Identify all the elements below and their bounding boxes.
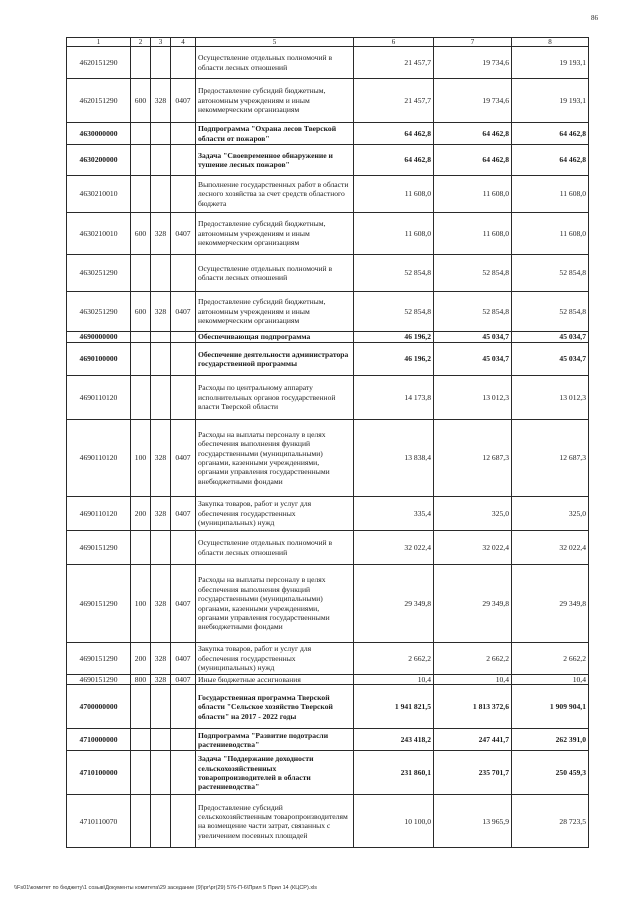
admin-cell: [151, 332, 171, 343]
kvr-cell: [131, 531, 151, 565]
admin-cell: [151, 255, 171, 292]
amount-2019-cell: 10,4: [512, 675, 589, 685]
section-cell: [171, 751, 196, 795]
amount-2019-cell: 262 391,0: [512, 729, 589, 751]
section-cell: 0407: [171, 675, 196, 685]
amount-2018-cell: 247 441,7: [434, 729, 512, 751]
table-row: [67, 145, 589, 176]
table-row: [67, 255, 589, 292]
amount-2017-cell: 10,4: [354, 675, 434, 685]
amount-2018-cell: 13 965,9: [434, 795, 512, 848]
amount-2018-cell: 32 022,4: [434, 531, 512, 565]
code-cell: 4690151290: [67, 643, 131, 675]
table-row: [67, 343, 589, 376]
code-cell: 4710000000: [67, 729, 131, 751]
description-cell: Задача "Своевременное обнаружение и тушение лесных пожаров": [196, 145, 354, 176]
code-cell: 4630251290: [67, 292, 131, 332]
table-row: [67, 47, 589, 79]
kvr-cell: 200: [131, 643, 151, 675]
description-cell: Предоставление субсидий бюджетным, автономным учреждениям и иным некоммерческим организациям: [196, 292, 354, 332]
kvr-cell: 600: [131, 79, 151, 123]
amount-2018-cell: 29 349,8: [434, 565, 512, 643]
header-cell: 2: [131, 38, 151, 47]
description-cell: Подпрограмма "Охрана лесов Тверской области от пожаров": [196, 123, 354, 145]
amount-2018-cell: 11 608,0: [434, 176, 512, 213]
table-row: [67, 643, 589, 675]
header-cell: 8: [512, 38, 589, 47]
admin-cell: 328: [151, 497, 171, 531]
description-cell: Расходы на выплаты персоналу в целях обеспечения выполнения функций государственными (муниципальными) органами, казенными учреждениями, органами управления государственными внебюджетными фондами: [196, 565, 354, 643]
code-cell: 4690151290: [67, 531, 131, 565]
description-cell: Предоставление субсидий сельскохозяйственным товаропроизводителям на возмещение части затрат, связанных с увеличением посевных площадей: [196, 795, 354, 848]
section-cell: [171, 123, 196, 145]
amount-2018-cell: 64 462,8: [434, 123, 512, 145]
amount-2019-cell: 45 034,7: [512, 343, 589, 376]
amount-2019-cell: 32 022,4: [512, 531, 589, 565]
admin-cell: 328: [151, 79, 171, 123]
kvr-cell: [131, 729, 151, 751]
section-cell: [171, 47, 196, 79]
amount-2017-cell: 11 608,0: [354, 176, 434, 213]
amount-2017-cell: 10 100,0: [354, 795, 434, 848]
header-cell: 4: [171, 38, 196, 47]
description-cell: Подпрограмма "Развитие подотрасли растениеводства": [196, 729, 354, 751]
kvr-cell: [131, 145, 151, 176]
amount-2017-cell: 46 196,2: [354, 343, 434, 376]
section-cell: [171, 729, 196, 751]
amount-2018-cell: 11 608,0: [434, 213, 512, 255]
code-cell: 4690110120: [67, 376, 131, 420]
code-cell: 4710100000: [67, 751, 131, 795]
code-cell: 4630251290: [67, 255, 131, 292]
kvr-cell: [131, 795, 151, 848]
admin-cell: [151, 795, 171, 848]
amount-2017-cell: 64 462,8: [354, 145, 434, 176]
code-cell: 4710110070: [67, 795, 131, 848]
amount-2018-cell: 45 034,7: [434, 332, 512, 343]
table-body: [67, 47, 589, 848]
section-cell: 0407: [171, 292, 196, 332]
kvr-cell: [131, 47, 151, 79]
amount-2018-cell: 45 034,7: [434, 343, 512, 376]
admin-cell: [151, 729, 171, 751]
code-cell: 4630200000: [67, 145, 131, 176]
amount-2019-cell: 29 349,8: [512, 565, 589, 643]
amount-2018-cell: 12 687,3: [434, 420, 512, 497]
kvr-cell: 100: [131, 565, 151, 643]
description-cell: Предоставление субсидий бюджетным, автономным учреждениям и иным некоммерческим организациям: [196, 213, 354, 255]
amount-2019-cell: 1 909 904,1: [512, 685, 589, 729]
admin-cell: [151, 145, 171, 176]
code-cell: 4690151290: [67, 675, 131, 685]
section-cell: 0407: [171, 420, 196, 497]
amount-2017-cell: 21 457,7: [354, 47, 434, 79]
code-cell: 4690110120: [67, 497, 131, 531]
amount-2017-cell: 335,4: [354, 497, 434, 531]
page-number: 86: [591, 14, 598, 22]
amount-2019-cell: 45 034,7: [512, 332, 589, 343]
admin-cell: 328: [151, 292, 171, 332]
amount-2017-cell: 46 196,2: [354, 332, 434, 343]
amount-2019-cell: 28 723,5: [512, 795, 589, 848]
description-cell: Осуществление отдельных полномочий в области лесных отношений: [196, 255, 354, 292]
admin-cell: 328: [151, 420, 171, 497]
section-cell: [171, 376, 196, 420]
section-cell: [171, 795, 196, 848]
kvr-cell: 200: [131, 497, 151, 531]
amount-2019-cell: 64 462,8: [512, 123, 589, 145]
code-cell: 4630000000: [67, 123, 131, 145]
admin-cell: [151, 751, 171, 795]
amount-2017-cell: 243 418,2: [354, 729, 434, 751]
section-cell: 0407: [171, 643, 196, 675]
code-cell: 4690100000: [67, 343, 131, 376]
code-cell: 4690110120: [67, 420, 131, 497]
amount-2018-cell: 52 854,8: [434, 292, 512, 332]
table-row: [67, 685, 589, 729]
amount-2019-cell: 13 012,3: [512, 376, 589, 420]
admin-cell: [151, 176, 171, 213]
amount-2017-cell: 13 838,4: [354, 420, 434, 497]
admin-cell: [151, 343, 171, 376]
amount-2017-cell: 52 854,8: [354, 292, 434, 332]
amount-2019-cell: 2 662,2: [512, 643, 589, 675]
admin-cell: [151, 123, 171, 145]
table-row: [67, 729, 589, 751]
amount-2018-cell: 19 734,6: [434, 79, 512, 123]
table-row: [67, 332, 589, 343]
table-row: [67, 292, 589, 332]
table-row: [67, 795, 589, 848]
code-cell: 4690000000: [67, 332, 131, 343]
description-cell: Обеспечивающая подпрограмма: [196, 332, 354, 343]
section-cell: [171, 685, 196, 729]
admin-cell: [151, 685, 171, 729]
description-cell: Задача "Поддержание доходности сельскохозяйственных товаропроизводителей в области растениеводства": [196, 751, 354, 795]
description-cell: Закупка товаров, работ и услуг для обеспечения государственных (муниципальных) нужд: [196, 497, 354, 531]
description-cell: Государственная программа Тверской области "Сельское хозяйство Тверской области" на 2017 - 2022 годы: [196, 685, 354, 729]
kvr-cell: [131, 751, 151, 795]
admin-cell: 328: [151, 213, 171, 255]
description-cell: Осуществление отдельных полномочий в области лесных отношений: [196, 531, 354, 565]
admin-cell: 328: [151, 643, 171, 675]
description-cell: Расходы по центральному аппарату исполнительных органов государственной власти Тверской области: [196, 376, 354, 420]
table-row: [67, 751, 589, 795]
table-row: [67, 675, 589, 685]
amount-2017-cell: 2 662,2: [354, 643, 434, 675]
amount-2018-cell: 325,0: [434, 497, 512, 531]
amount-2018-cell: 2 662,2: [434, 643, 512, 675]
amount-2019-cell: 12 687,3: [512, 420, 589, 497]
amount-2019-cell: 11 608,0: [512, 176, 589, 213]
admin-cell: 328: [151, 565, 171, 643]
amount-2019-cell: 325,0: [512, 497, 589, 531]
amount-2017-cell: 231 860,1: [354, 751, 434, 795]
amount-2017-cell: 29 349,8: [354, 565, 434, 643]
admin-cell: [151, 376, 171, 420]
amount-2018-cell: 64 462,8: [434, 145, 512, 176]
table-row: [67, 376, 589, 420]
section-cell: 0407: [171, 565, 196, 643]
code-cell: 4690151290: [67, 565, 131, 643]
amount-2017-cell: 52 854,8: [354, 255, 434, 292]
header-cell: 3: [151, 38, 171, 47]
admin-cell: [151, 531, 171, 565]
table-row: [67, 565, 589, 643]
kvr-cell: 600: [131, 292, 151, 332]
kvr-cell: [131, 376, 151, 420]
kvr-cell: [131, 176, 151, 213]
file-path-footer: \\Fs01\комитет по бюджету\1 созыв\Документы комитета\29 заседание (9)\рг\рг(29) 576-П-6\Прил 5 Прил 14 (КЦСР).xls: [14, 885, 318, 891]
kvr-cell: [131, 255, 151, 292]
amount-2017-cell: 64 462,8: [354, 123, 434, 145]
amount-2018-cell: 19 734,6: [434, 47, 512, 79]
kvr-cell: 600: [131, 213, 151, 255]
amount-2018-cell: 52 854,8: [434, 255, 512, 292]
code-cell: 4620151290: [67, 79, 131, 123]
amount-2019-cell: 19 193,1: [512, 79, 589, 123]
header-cell: 1: [67, 38, 131, 47]
table-row: [67, 123, 589, 145]
amount-2019-cell: 52 854,8: [512, 255, 589, 292]
section-cell: [171, 332, 196, 343]
description-cell: Выполнение государственных работ в области лесного хозяйства за счет средств областного бюджета: [196, 176, 354, 213]
section-cell: [171, 255, 196, 292]
table-row: [67, 531, 589, 565]
description-cell: Закупка товаров, работ и услуг для обеспечения государственных (муниципальных) нужд: [196, 643, 354, 675]
amount-2019-cell: 11 608,0: [512, 213, 589, 255]
kvr-cell: [131, 343, 151, 376]
table-row: [67, 213, 589, 255]
amount-2017-cell: 21 457,7: [354, 79, 434, 123]
code-cell: 4630210010: [67, 213, 131, 255]
amount-2017-cell: 11 608,0: [354, 213, 434, 255]
section-cell: 0407: [171, 79, 196, 123]
description-cell: Обеспечение деятельности администратора государственной программы: [196, 343, 354, 376]
code-cell: 4620151290: [67, 47, 131, 79]
section-cell: [171, 176, 196, 213]
amount-2017-cell: 1 941 821,5: [354, 685, 434, 729]
amount-2017-cell: 14 173,8: [354, 376, 434, 420]
kvr-cell: [131, 123, 151, 145]
amount-2018-cell: 1 813 372,6: [434, 685, 512, 729]
description-cell: Осуществление отдельных полномочий в области лесных отношений: [196, 47, 354, 79]
header-row: [67, 38, 589, 47]
budget-table: [66, 37, 589, 848]
amount-2019-cell: 19 193,1: [512, 47, 589, 79]
section-cell: [171, 531, 196, 565]
table-row: [67, 420, 589, 497]
header-cell: 6: [354, 38, 434, 47]
amount-2019-cell: 250 459,3: [512, 751, 589, 795]
header-cell: 5: [196, 38, 354, 47]
kvr-cell: [131, 685, 151, 729]
kvr-cell: 100: [131, 420, 151, 497]
description-cell: Предоставление субсидий бюджетным, автономным учреждениям и иным некоммерческим организациям: [196, 79, 354, 123]
amount-2018-cell: 13 012,3: [434, 376, 512, 420]
table-row: [67, 497, 589, 531]
amount-2018-cell: 235 701,7: [434, 751, 512, 795]
section-cell: [171, 145, 196, 176]
admin-cell: [151, 47, 171, 79]
amount-2019-cell: 52 854,8: [512, 292, 589, 332]
header-cell: 7: [434, 38, 512, 47]
table-row: [67, 79, 589, 123]
amount-2019-cell: 64 462,8: [512, 145, 589, 176]
kvr-cell: 800: [131, 675, 151, 685]
section-cell: 0407: [171, 213, 196, 255]
kvr-cell: [131, 332, 151, 343]
table-row: [67, 176, 589, 213]
description-cell: Иные бюджетные ассигнования: [196, 675, 354, 685]
section-cell: 0407: [171, 497, 196, 531]
description-cell: Расходы на выплаты персоналу в целях обеспечения выполнения функций государственными (муниципальными) органами, казенными учреждениями, органами управления государственными внебюджетными фондами: [196, 420, 354, 497]
code-cell: 4700000000: [67, 685, 131, 729]
amount-2018-cell: 10,4: [434, 675, 512, 685]
code-cell: 4630210010: [67, 176, 131, 213]
amount-2017-cell: 32 022,4: [354, 531, 434, 565]
admin-cell: 328: [151, 675, 171, 685]
section-cell: [171, 343, 196, 376]
